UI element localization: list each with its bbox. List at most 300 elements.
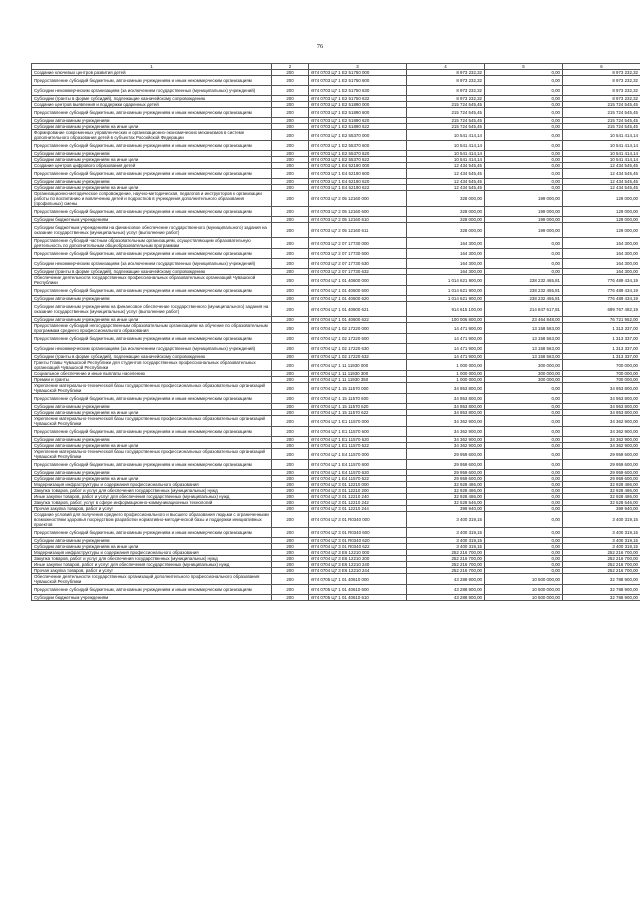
table-cell: Ә74 0703 Ц7 1 Е2 51890 600	[309, 108, 407, 118]
table-cell: 200	[272, 169, 309, 179]
table-cell: 328 000,00	[407, 217, 485, 223]
table-row	[32, 354, 640, 360]
table-cell: Предоставление субсидий бюджетным, автономным учреждениям и иным некоммерческим организациям	[32, 427, 272, 437]
table-cell: 238 232 465,81	[485, 296, 563, 302]
table-cell: 129 000,00	[563, 207, 640, 217]
table-cell: Гранты Главы Чувашской Республики для студентов государственных профессиональных образовательных организаций Чувашской Республики	[32, 360, 272, 371]
column-header: 1	[32, 64, 272, 70]
table-cell: 0,00	[485, 124, 563, 130]
table-cell: 32 928 486,00	[407, 482, 485, 488]
table-cell: Ә74 0704 Ц7 3 01 12210 200	[309, 488, 407, 494]
table-cell: 0,00	[485, 163, 563, 169]
table-cell: Закупка товаров, работ и услуг для обеспечения государственных (муниципальных) нужд	[32, 488, 272, 494]
table-cell: Субсидии автономным учреждениям	[32, 470, 272, 476]
table-cell: 8 973 232,32	[407, 70, 485, 76]
table-cell: Ә74 0703 Ц7 1 Е2 51890 000	[309, 102, 407, 108]
table-cell: 32 528 546,00	[407, 500, 485, 506]
table-cell: 34 362 900,00	[407, 437, 485, 443]
table-cell: Ә74 0704 Ц7 1 Е1 11570 000	[309, 416, 407, 427]
table-cell: 0,00	[485, 157, 563, 163]
table-row	[32, 86, 640, 96]
table-cell: 252 216 700,00	[407, 568, 485, 574]
table-cell: 10 541 414,14	[563, 130, 640, 141]
table-cell: 215 724 545,45	[407, 108, 485, 118]
table-cell: 200	[272, 207, 309, 217]
table-cell: 0,00	[485, 512, 563, 528]
table-cell: 214 847 617,81	[485, 302, 563, 317]
table-cell: 200	[272, 476, 309, 482]
table-cell: Субсидии автономным учреждениям на иные цели	[32, 157, 272, 163]
table-cell: Укрепление материально-технической базы государственных профессиональных образовательных организаций Чувашской Республики	[32, 449, 272, 460]
table-cell: 215 724 545,45	[407, 124, 485, 130]
table-cell: 32 928 486,00	[407, 488, 485, 494]
column-header: 3	[309, 64, 407, 70]
table-cell: 0,00	[485, 249, 563, 259]
table-cell: Формирование современных управленческих и организационно-экономических механизмов в системе дополнительного образования детей в субъектах Российской Федерации	[32, 130, 272, 141]
table-cell: 34 953 800,00	[563, 394, 640, 404]
table-cell: 0,00	[485, 410, 563, 416]
table-cell: 200	[272, 317, 309, 323]
table-cell: Субсидии автономным учреждениям	[32, 118, 272, 124]
table-row	[32, 238, 640, 249]
table-cell: 199 000,00	[485, 223, 563, 238]
column-header: 4	[407, 64, 485, 70]
table-cell: Ә74 0704 Ц7 3 01 R0340 600	[309, 528, 407, 538]
table-cell: 199 000,00	[485, 217, 563, 223]
table-cell: 200	[272, 344, 309, 354]
table-cell: 32 528 546,00	[563, 500, 640, 506]
table-cell: 0,00	[485, 550, 563, 556]
table-cell: 399 940,00	[563, 506, 640, 512]
table-cell: Ә74 0703 Ц7 2 07 17730 632	[309, 269, 407, 275]
table-row	[32, 512, 640, 528]
table-cell: Предоставление субсидий бюджетным, автономным учреждениям и иным некоммерческим организациям	[32, 460, 272, 470]
table-row	[32, 383, 640, 394]
table-cell: 0,00	[485, 476, 563, 482]
table-cell: Ә74 0704 Ц7 1 Е4 11570 620	[309, 470, 407, 476]
table-row	[32, 130, 640, 141]
table-cell: Предоставление субсидий бюджетным, автономным учреждениям и иным некоммерческим организациям	[32, 207, 272, 217]
table-cell: Ә74 0704 Ц7 1 Е4 11570 600	[309, 460, 407, 470]
table-cell: Иные закупки товаров, работ и услуг для обеспечения государственных (муниципальных) нужд	[32, 562, 272, 568]
table-cell: 34 362 900,00	[407, 443, 485, 449]
table-cell: Модернизация инфраструктуры и содержания профессионального образования	[32, 482, 272, 488]
table-row	[32, 169, 640, 179]
table-cell: 0,00	[485, 538, 563, 544]
table-cell: 200	[272, 323, 309, 334]
table-cell: 1 014 621 900,00	[407, 275, 485, 286]
table-row	[32, 302, 640, 317]
table-cell: Ә74 0704 Ц7 1 Е4 11570 622	[309, 476, 407, 482]
table-cell: 8 973 232,32	[407, 76, 485, 86]
table-cell: Создание ключевых центров развития детей	[32, 70, 272, 76]
table-cell: 200	[272, 416, 309, 427]
table-cell: Субсидии автономным учреждениям	[32, 404, 272, 410]
table-cell: Укрепление материально-технической базы государственных профессиональных образовательных организаций Чувашской Республики	[32, 383, 272, 394]
table-cell: Ә74 0704 Ц7 1 15 11570 622	[309, 410, 407, 416]
table-cell: 8 973 232,32	[563, 76, 640, 86]
table-cell: 200	[272, 163, 309, 169]
table-cell: 200	[272, 371, 309, 377]
table-cell: 10 500 000,00	[485, 585, 563, 595]
table-cell: Предоставление субсидий бюджетным, автономным учреждениям и иным некоммерческим организациям	[32, 394, 272, 404]
table-cell: Субсидии автономным учреждениям на иные цели	[32, 476, 272, 482]
table-cell: 0,00	[485, 568, 563, 574]
table-cell: Ә74 0704 Ц7 1 02 17220 000	[309, 323, 407, 334]
table-cell: 200	[272, 124, 309, 130]
table-cell: Ә74 0703 Ц7 2 07 17730 630	[309, 259, 407, 269]
table-row	[32, 460, 640, 470]
table-cell: 200	[272, 394, 309, 404]
table-cell: 252 216 700,00	[563, 550, 640, 556]
table-cell: 43 288 900,00	[407, 585, 485, 595]
table-cell: 34 953 800,00	[407, 410, 485, 416]
table-row	[32, 427, 640, 437]
table-cell: Ә74 0704 Ц7 1 01 40600 600	[309, 286, 407, 296]
table-cell: Ә74 0704 Ц7 3 Е6 12210 000	[309, 550, 407, 556]
table-cell: 3 400 319,15	[563, 538, 640, 544]
table-cell: Создание условий для получения среднего профессионального и высшего образования людьми с ограниченными возможностями здоровья посредством разработки нормативно-методической базы и поддержки инициативных проектов	[32, 512, 272, 528]
table-cell: 10 541 414,14	[407, 151, 485, 157]
table-cell: 3 400 319,15	[563, 512, 640, 528]
table-cell: Ә74 0703 Ц7 1 Е4 52190 622	[309, 185, 407, 191]
table-cell: 776 489 434,19	[563, 286, 640, 296]
table-cell: 200	[272, 437, 309, 443]
table-cell: 0,00	[485, 562, 563, 568]
table-cell: 0,00	[485, 383, 563, 394]
table-cell: 200	[272, 427, 309, 437]
table-cell: Субсидии автономным учреждениям на иные цели	[32, 544, 272, 550]
table-cell: 200	[272, 360, 309, 371]
table-cell: 200	[272, 76, 309, 86]
table-cell: 200	[272, 130, 309, 141]
table-row	[32, 574, 640, 585]
table-cell: Ә74 0703 Ц7 1 Е2 55370 620	[309, 151, 407, 157]
table-cell: 699 767 482,19	[563, 302, 640, 317]
table-cell: 200	[272, 151, 309, 157]
table-cell: 10 541 414,14	[407, 141, 485, 151]
table-cell: Субсидии бюджетным учреждениям на финансовое обеспечение государственного (муниципального) задания на оказание государственных (муниципальных) услуг (выполнение работ)	[32, 223, 272, 238]
table-cell: 328 000,00	[407, 191, 485, 207]
table-cell: 34 362 900,00	[563, 427, 640, 437]
table-cell: Предоставление субсидий частным образовательным организациям, осуществляющим образовательную деятельность по дополнительным общеобразовательным программам	[32, 238, 272, 249]
table-cell: 200	[272, 528, 309, 538]
table-cell: 8 973 232,32	[563, 86, 640, 96]
table-cell: Ә74 0704 Ц7 3 01 12210 000	[309, 482, 407, 488]
table-cell: 0,00	[485, 460, 563, 470]
table-cell: 238 232 465,81	[485, 275, 563, 286]
table-cell: 12 434 545,45	[563, 163, 640, 169]
table-cell: Ә74 0704 Ц7 1 11 11930 300	[309, 371, 407, 377]
table-cell: 13 158 563,00	[485, 334, 563, 344]
table-cell: Ә74 0703 Ц7 1 Е4 52190 600	[309, 169, 407, 179]
table-cell: 200	[272, 494, 309, 500]
table-cell: 1 000 000,00	[407, 371, 485, 377]
table-cell: 0,00	[485, 151, 563, 157]
table-cell: Субсидии некоммерческим организациям (за исключением государственных (муниципальных) учреждений)	[32, 259, 272, 269]
table-cell: 0,00	[485, 500, 563, 506]
table-cell: 215 724 545,45	[407, 102, 485, 108]
table-cell: Ә74 0703 Ц7 1 Е2 51890 622	[309, 124, 407, 130]
table-cell: 200	[272, 249, 309, 259]
table-cell: Закупка товаров, работ, услуг в сфере информационно-коммуникационных технологий	[32, 500, 272, 506]
table-cell: 215 724 545,45	[407, 118, 485, 124]
table-cell: 200	[272, 141, 309, 151]
table-cell: Субсидии (гранты в форме субсидий), подлежащие казначейскому сопровождению	[32, 354, 272, 360]
table-cell: 200	[272, 217, 309, 223]
table-cell: 34 362 900,00	[563, 416, 640, 427]
column-header: 2	[272, 64, 309, 70]
table-cell: 252 216 700,00	[407, 550, 485, 556]
table-cell: Предоставление субсидий бюджетным, автономным учреждениям и иным некоммерческим организациям	[32, 169, 272, 179]
table-cell: 10 541 414,14	[563, 157, 640, 163]
table-cell: 129 000,00	[563, 223, 640, 238]
table-cell: 0,00	[485, 427, 563, 437]
table-cell: Ә74 0704 Ц7 1 Е1 11570 622	[309, 443, 407, 449]
table-cell: 0,00	[485, 506, 563, 512]
table-cell: 700 000,00	[563, 371, 640, 377]
table-cell: Укрепление материально-технической базы государственных профессиональных образовательных организаций Чувашской Республики	[32, 416, 272, 427]
table-cell: Субсидии автономным учреждениям	[32, 179, 272, 185]
table-row	[32, 317, 640, 323]
table-cell: Ә74 0704 Ц7 1 01 40600 622	[309, 317, 407, 323]
table-cell: Субсидии автономным учреждениям	[32, 296, 272, 302]
table-cell: 0,00	[485, 130, 563, 141]
table-row	[32, 286, 640, 296]
table-cell: 10 541 414,14	[563, 141, 640, 151]
table-cell: 700 000,00	[563, 360, 640, 371]
table-cell: 0,00	[485, 96, 563, 102]
table-cell: 200	[272, 179, 309, 185]
table-cell: 34 953 800,00	[563, 410, 640, 416]
table-cell: Ә74 0704 Ц7 1 11 11930 000	[309, 360, 407, 371]
table-cell: 12 434 545,45	[563, 179, 640, 185]
table-cell: 0,00	[485, 470, 563, 476]
table-cell: Субсидии автономным учреждениям на финансовое обеспечение государственного (муниципального) задания на оказание государственных (муниципальных) услуг (выполнение работ)	[32, 302, 272, 317]
table-cell: Предоставление субсидий бюджетным, автономным учреждениям и иным некоммерческим организациям	[32, 286, 272, 296]
table-cell: Ә74 0704 Ц7 1 Е1 11570 600	[309, 427, 407, 437]
table-cell: 164 300,00	[563, 249, 640, 259]
table-cell: 34 362 900,00	[563, 443, 640, 449]
table-cell: 13 158 563,00	[485, 323, 563, 334]
table-row	[32, 334, 640, 344]
table-cell: 0,00	[485, 70, 563, 76]
table-cell: 200	[272, 259, 309, 269]
table-cell: 164 300,00	[563, 259, 640, 269]
table-cell: 215 724 545,45	[563, 108, 640, 118]
table-cell: 34 953 800,00	[407, 394, 485, 404]
table-cell: Предоставление субсидий бюджетным, автономным учреждениям и иным некоммерческим организациям	[32, 334, 272, 344]
table-cell: 215 724 545,45	[563, 124, 640, 130]
table-cell: 3 400 319,15	[563, 544, 640, 550]
table-row	[32, 323, 640, 334]
table-cell: Ә74 0704 Ц7 1 01 40600 620	[309, 296, 407, 302]
table-cell: 14 471 900,00	[407, 334, 485, 344]
table-cell: 200	[272, 296, 309, 302]
table-cell: 29 959 600,00	[563, 460, 640, 470]
table-cell: 1 000 000,00	[407, 360, 485, 371]
table-cell: 8 973 232,32	[563, 96, 640, 102]
table-cell: Субсидии автономным учреждениям на иные цели	[32, 317, 272, 323]
table-cell: 0,00	[485, 544, 563, 550]
table-cell: 200	[272, 185, 309, 191]
table-cell: 32 928 486,00	[407, 494, 485, 500]
table-cell: 14 471 900,00	[407, 344, 485, 354]
table-cell: 32 928 486,00	[563, 488, 640, 494]
table-cell: 29 959 600,00	[563, 449, 640, 460]
table-cell: 164 300,00	[407, 238, 485, 249]
table-cell: Субсидии некоммерческим организациям (за исключением государственных (муниципальных) учреждений)	[32, 344, 272, 354]
table-cell: 23 464 848,00	[485, 317, 563, 323]
table-cell: 776 489 434,19	[563, 296, 640, 302]
table-cell: Ә74 0703 Ц7 2 07 17730 000	[309, 238, 407, 249]
table-cell: 29 959 600,00	[407, 470, 485, 476]
table-row	[32, 249, 640, 259]
table-cell: 10 500 000,00	[485, 574, 563, 585]
table-cell: Ә74 0703 Ц7 2 05 12160 000	[309, 191, 407, 207]
table-row	[32, 360, 640, 371]
table-cell: 0,00	[485, 269, 563, 275]
column-header: 6	[563, 64, 640, 70]
table-cell: 200	[272, 102, 309, 108]
table-cell: 200	[272, 70, 309, 76]
table-cell: 1 313 337,00	[563, 354, 640, 360]
table-cell: 0,00	[485, 238, 563, 249]
table-cell: 200	[272, 334, 309, 344]
table-cell: 0,00	[485, 102, 563, 108]
table-cell: Ә74 0704 Ц7 1 Е1 11570 620	[309, 437, 407, 443]
table-cell: 1 313 337,00	[563, 323, 640, 334]
table-cell: 8 973 232,32	[563, 70, 640, 76]
table-cell: Ә74 0703 Ц7 1 Е2 51750 632	[309, 96, 407, 102]
table-cell: 1 014 621 900,00	[407, 286, 485, 296]
table-cell: Ә74 0704 Ц7 1 15 11570 600	[309, 394, 407, 404]
page-number: 76	[316, 43, 324, 50]
table-cell: 0,00	[485, 443, 563, 449]
column-header: 5	[485, 64, 563, 70]
table-cell: 252 216 700,00	[563, 562, 640, 568]
table-cell: 3 400 319,15	[407, 544, 485, 550]
table-cell: 0,00	[485, 494, 563, 500]
table-cell: Ә74 0703 Ц7 1 Е2 51890 620	[309, 118, 407, 124]
table-cell: Организационно-методическое сопровождение, научно-методическая, педагогов и инструкторов к организации работы по воспитанию и вовлечению детей и подростков в учреждения дополнительного образования (профильных) смены	[32, 191, 272, 207]
table-cell: 13 158 563,00	[485, 344, 563, 354]
table-cell: 199 000,00	[485, 191, 563, 207]
table-cell: 34 953 800,00	[407, 404, 485, 410]
table-cell: Ә74 0704 Ц7 1 11 11930 350	[309, 377, 407, 383]
table-cell: Ә74 0704 Ц7 3 01 12210 240	[309, 494, 407, 500]
table-cell: 32 788 900,00	[563, 574, 640, 585]
table-cell: 238 232 465,81	[485, 286, 563, 296]
table-cell: 0,00	[485, 76, 563, 86]
table-cell: Ә74 0703 Ц7 1 Е2 55370 600	[309, 141, 407, 151]
table-cell: 200	[272, 157, 309, 163]
table-cell: Ә74 0703 Ц7 2 05 12160 611	[309, 223, 407, 238]
table-cell: Ә74 0703 Ц7 1 Е2 51750 000	[309, 70, 407, 76]
table-cell: 8 973 232,32	[407, 96, 485, 102]
table-cell: 32 788 900,00	[563, 595, 640, 601]
table-cell: 29 959 600,00	[563, 470, 640, 476]
table-cell: 14 471 900,00	[407, 323, 485, 334]
table-cell: Ә74 0705 Ц7 1 01 40610 000	[309, 574, 407, 585]
table-cell: Субсидии автономным учреждениям	[32, 151, 272, 157]
table-cell: 10 541 414,14	[563, 151, 640, 157]
table-cell: 328 000,00	[407, 223, 485, 238]
table-cell: 129 000,00	[563, 217, 640, 223]
table-cell: 1 000 000,00	[407, 377, 485, 383]
table-cell: 200	[272, 86, 309, 96]
table-cell: 200	[272, 460, 309, 470]
table-cell: 0,00	[485, 437, 563, 443]
table-cell: 200	[272, 449, 309, 460]
table-cell: Ә74 0704 Ц7 1 Е4 11570 000	[309, 449, 407, 460]
table-cell: 252 216 700,00	[563, 556, 640, 562]
table-cell: Ә74 0703 Ц7 2 07 17730 600	[309, 249, 407, 259]
table-cell: 200	[272, 354, 309, 360]
table-cell: Создание центров цифрового образования детей	[32, 163, 272, 169]
table-cell: Предоставление субсидий бюджетным, автономным учреждениям и иным некоммерческим организациям	[32, 76, 272, 86]
table-cell: 8 973 232,32	[407, 86, 485, 96]
table-cell: 0,00	[485, 108, 563, 118]
table-cell: 0,00	[485, 449, 563, 460]
table-cell: 164 300,00	[407, 259, 485, 269]
table-cell: Ә74 0705 Ц7 1 01 40610 610	[309, 595, 407, 601]
table-cell: 200	[272, 500, 309, 506]
table-cell: 200	[272, 595, 309, 601]
table-cell: 34 362 900,00	[407, 427, 485, 437]
table-cell: Создание центров выявления и поддержки одаренных детей	[32, 102, 272, 108]
table-cell: Обеспечение деятельности государственных организаций дополнительного профессионального образования Чувашской Республики	[32, 574, 272, 585]
table-cell: 29 959 600,00	[407, 449, 485, 460]
table-cell: 100 006 800,00	[407, 317, 485, 323]
table-cell: Ә74 0704 Ц7 3 Е6 12210 240	[309, 562, 407, 568]
table-cell: Ә74 0703 Ц7 1 Е2 51750 630	[309, 86, 407, 96]
table-cell: Ә74 0704 Ц7 1 15 11570 000	[309, 383, 407, 394]
table-cell: 0,00	[485, 416, 563, 427]
table-cell: Иные закупки товаров, работ и услуг для обеспечения государственных (муниципальных) нужд	[32, 494, 272, 500]
table-cell: Ә74 0703 Ц7 1 Е4 52190 620	[309, 179, 407, 185]
table-cell: 200	[272, 544, 309, 550]
table-cell: Ә74 0704 Ц7 3 01 R0340 620	[309, 538, 407, 544]
table-cell: 1 313 337,00	[563, 334, 640, 344]
table-row	[32, 76, 640, 86]
table-cell: 32 928 486,00	[563, 482, 640, 488]
table-cell: 200	[272, 377, 309, 383]
table-cell: Ә74 0703 Ц7 1 Е2 55370 000	[309, 130, 407, 141]
table-cell: Субсидии автономным учреждениям на иные цели	[32, 124, 272, 130]
table-cell: 200	[272, 585, 309, 595]
table-cell: 12 434 545,45	[563, 185, 640, 191]
table-cell: 14 471 900,00	[407, 354, 485, 360]
table-cell: 300 000,00	[485, 377, 563, 383]
table-cell: 200	[272, 118, 309, 124]
table-cell: 200	[272, 275, 309, 286]
table-cell: 300 000,00	[485, 360, 563, 371]
table-cell: Ә74 0704 Ц7 3 01 R0340 000	[309, 512, 407, 528]
table-cell: Ә74 0703 Ц7 2 05 12160 600	[309, 207, 407, 217]
table-cell: 0,00	[485, 482, 563, 488]
table-row	[32, 344, 640, 354]
table-cell: 34 362 900,00	[563, 437, 640, 443]
table-cell: 0,00	[485, 394, 563, 404]
table-cell: 12 434 545,45	[407, 185, 485, 191]
table-cell: Ә74 0703 Ц7 1 Е2 55370 622	[309, 157, 407, 163]
table-cell: Ә74 0704 Ц7 3 01 12210 244	[309, 506, 407, 512]
table-cell: Ә74 0704 Ц7 3 01 12210 242	[309, 500, 407, 506]
table-cell: Предоставление субсидий бюджетным, автономным учреждениям и иным некоммерческим организациям	[32, 249, 272, 259]
table-cell: 199 000,00	[485, 207, 563, 217]
table-cell: Ә74 0704 Ц7 1 01 40600 000	[309, 275, 407, 286]
